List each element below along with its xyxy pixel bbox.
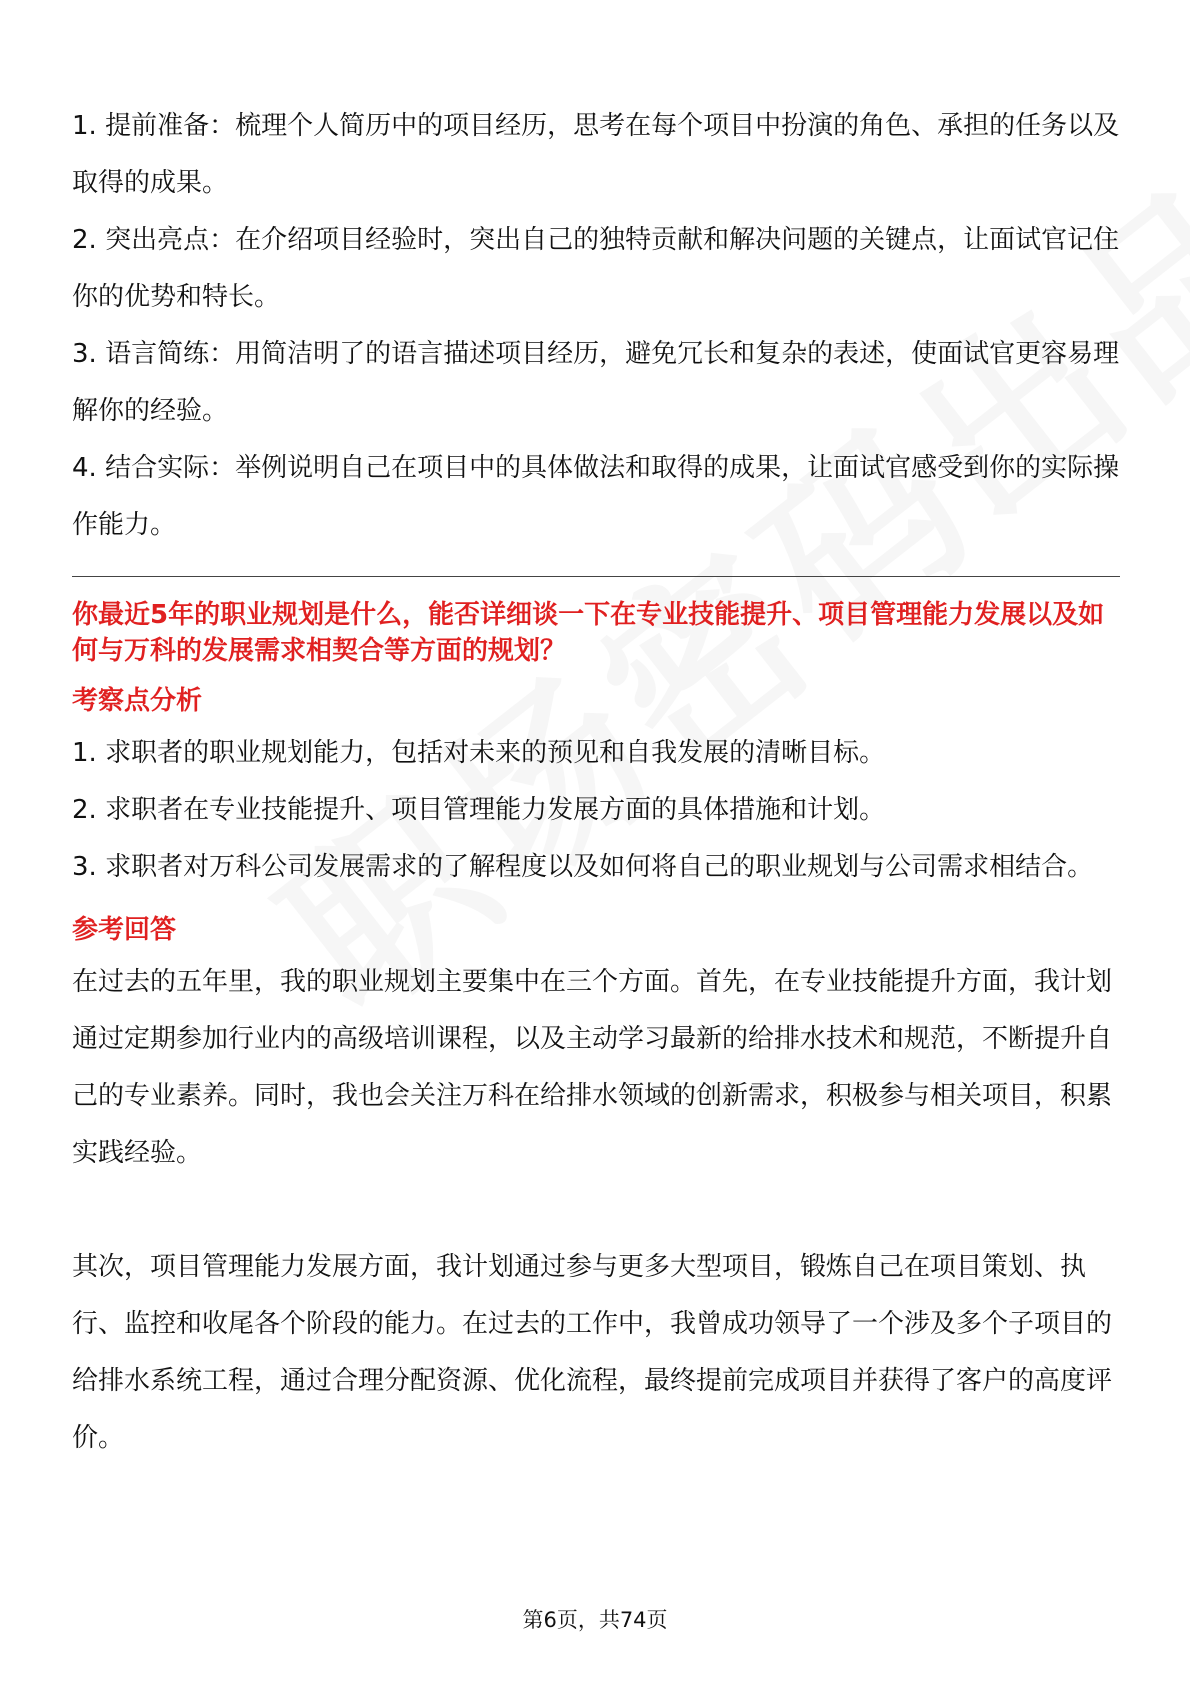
list-item: 4. 结合实际：举例说明自己在项目中的具体做法和取得的成果，让面试官感受到你的实际操作能力。 (72, 453, 1120, 540)
list-item: 1. 求职者的职业规划能力，包括对未来的预见和自我发展的清晰目标。 (72, 738, 886, 768)
spacer (72, 896, 1120, 910)
answer-heading: 参考回答 (72, 915, 177, 945)
analysis-list (72, 725, 1120, 896)
list-item: 3. 语言简练：用简洁明了的语言描述项目经历，避免冗长和复杂的表述，使面试官更容易理解你的经验。 (72, 339, 1120, 426)
list-item: 3. 求职者对万科公司发展需求的了解程度以及如何将自己的职业规划与公司需求相结合。 (72, 852, 1094, 882)
list-item: 2. 求职者在专业技能提升、项目管理能力发展方面的具体措施和计划。 (72, 795, 886, 825)
spacer (72, 1182, 1120, 1239)
answer-paragraph: 其次，项目管理能力发展方面，我计划通过参与更多大型项目，锻炼自己在项目策划、执行、监控和收尾各个阶段的能力。在过去的工作中，我曾成功领导了一个涉及多个子项目的给排水系统工程，通过合理分配资源、优化流程，最终提前完成项目并获得了客户的高度评价。 (72, 1252, 1113, 1453)
list-item: 2. 突出亮点：在介绍项目经验时，突出自己的独特贡献和解决问题的关键点，让面试官记住你的优势和特长。 (72, 225, 1120, 312)
section-divider (72, 576, 1120, 577)
interview-question: 你最近5年的职业规划是什么，能否详细谈一下在专业技能提升、项目管理能力发展以及如何与万科的发展需求相契合等方面的规划？ (72, 600, 1105, 666)
page-number: 第6页，共74页 (522, 1608, 668, 1632)
answer-paragraph: 在过去的五年里，我的职业规划主要集中在三个方面。首先，在专业技能提升方面，我计划通过定期参加行业内的高级培训课程，以及主动学习最新的给排水技术和规范，不断提升自己的专业素养。同时，我也会关注万科在给排水领域的创新需求，积极参与相关项目，积累实践经验。 (72, 967, 1113, 1168)
analysis-heading: 考察点分析 (72, 686, 203, 716)
document-body (72, 98, 1120, 1467)
intro-list (72, 98, 1120, 554)
list-item: 1. 提前准备：梳理个人简历中的项目经历，思考在每个项目中扮演的角色、承担的任务以及取得的成果。 (72, 111, 1120, 198)
